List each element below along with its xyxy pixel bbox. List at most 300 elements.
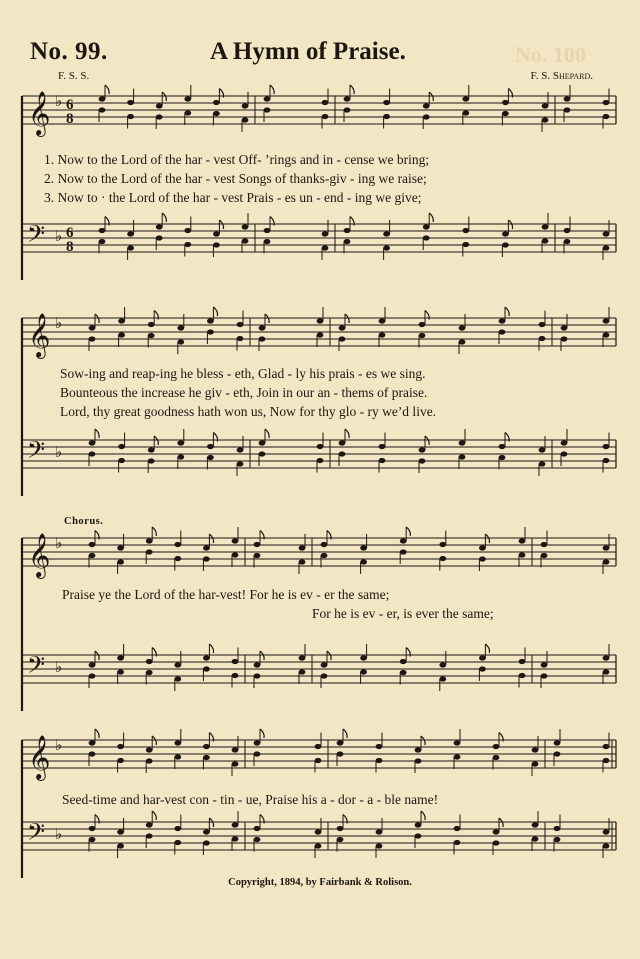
note-head: [415, 833, 422, 838]
note-head: [207, 455, 214, 460]
note-head: [376, 744, 383, 749]
note-flag: [505, 307, 509, 316]
note-head: [184, 228, 191, 233]
note-head: [462, 96, 469, 101]
note-head: [148, 333, 155, 338]
lyric-line-chorus-main: Praise ye the Lord of the har-vest! For he is ev - er the same;: [62, 587, 390, 602]
note-head: [232, 822, 239, 827]
note-head: [541, 662, 548, 667]
note-head: [232, 552, 239, 557]
note-head: [118, 332, 125, 337]
note-head: [479, 545, 486, 550]
note-head: [493, 829, 500, 834]
note-head: [564, 239, 571, 244]
note-head: [379, 444, 386, 449]
note-head: [376, 843, 383, 848]
note-head: [415, 747, 422, 752]
note-head: [439, 556, 446, 561]
note-head: [315, 744, 322, 749]
note-head: [423, 235, 430, 240]
note-head: [454, 754, 461, 759]
note-head: [519, 552, 526, 557]
note-head: [554, 826, 561, 831]
note-head: [254, 673, 261, 678]
note-head: [117, 559, 124, 564]
note-head: [383, 100, 390, 105]
note-head: [89, 751, 96, 756]
note-head: [603, 245, 610, 250]
note-head: [339, 336, 346, 341]
treble-clef-icon: 𝄞: [28, 533, 51, 577]
note-head: [242, 224, 249, 229]
note-head: [542, 103, 549, 108]
note-head: [177, 454, 184, 459]
lyric-line-verse-3: Lord, thy great goodness hath won us, Now for thy glo - ry we’d live.: [60, 404, 437, 419]
note-head: [264, 228, 271, 233]
note-head: [379, 318, 386, 323]
note-head: [564, 107, 571, 112]
note-head: [502, 231, 509, 236]
note-head: [177, 440, 184, 445]
note-head: [479, 556, 486, 561]
note-head: [603, 545, 610, 550]
note-flag: [152, 811, 156, 820]
note-head: [499, 455, 506, 460]
note-head: [254, 662, 261, 667]
note-head: [322, 245, 329, 250]
note-head: [254, 553, 261, 558]
note-head: [203, 545, 210, 550]
note-flag: [209, 644, 213, 653]
note-head: [117, 655, 124, 660]
note-head: [148, 447, 155, 452]
note-head: [174, 740, 181, 745]
note-head: [99, 96, 106, 101]
note-head: [317, 458, 324, 463]
note-head: [259, 440, 266, 445]
note-head: [299, 669, 306, 674]
note-head: [493, 840, 500, 845]
time-signature-bottom: 8: [66, 239, 74, 255]
note-head: [459, 325, 466, 330]
note-head: [532, 822, 539, 827]
note-head: [127, 231, 134, 236]
note-head: [156, 103, 163, 108]
note-head: [400, 670, 407, 675]
flat-icon: ♭: [55, 92, 63, 110]
note-head: [462, 242, 469, 247]
note-head: [554, 740, 561, 745]
note-head: [502, 242, 509, 247]
note-flag: [265, 429, 269, 438]
note-flag: [152, 527, 156, 536]
note-head: [383, 114, 390, 119]
note-head: [315, 843, 322, 848]
note-head: [541, 673, 548, 678]
note-head: [117, 758, 124, 763]
note-head: [603, 843, 610, 848]
note-head: [415, 758, 422, 763]
note-head: [242, 117, 249, 122]
note-head: [337, 740, 344, 745]
note-head: [264, 107, 271, 112]
lyrics-system-3: [62, 585, 494, 623]
note-head: [174, 840, 181, 845]
note-head: [439, 542, 446, 547]
note-head: [337, 826, 344, 831]
note-head: [213, 242, 220, 247]
note-head: [89, 740, 96, 745]
note-head: [117, 545, 124, 550]
note-head: [379, 332, 386, 337]
lyrics-system-2: [60, 364, 436, 421]
note-head: [423, 103, 430, 108]
note-head: [564, 228, 571, 233]
note-head: [232, 747, 239, 752]
note-head: [237, 461, 244, 466]
note-head: [89, 451, 96, 456]
note-head: [254, 837, 261, 842]
note-head: [344, 107, 351, 112]
note-head: [146, 758, 153, 763]
note-head: [156, 224, 163, 229]
treble-clef-icon: 𝄞: [28, 735, 51, 779]
flat-icon: ♭: [55, 443, 63, 461]
note-head: [118, 318, 125, 323]
note-head: [146, 549, 153, 554]
time-signature-bottom: 8: [66, 111, 74, 127]
note-flag: [485, 644, 489, 653]
chorus-label: Chorus.: [64, 516, 104, 527]
note-head: [379, 458, 386, 463]
note-head: [459, 339, 466, 344]
note-head: [317, 444, 324, 449]
note-head: [541, 542, 548, 547]
note-head: [321, 673, 328, 678]
note-head: [415, 822, 422, 827]
lyric-line-verse-2: 2. Now to the Lord of the har - vest Songs of thanks-giv - ing we raise;: [44, 171, 427, 186]
bass-clef-icon: 𝄢: [27, 436, 46, 469]
note-head: [383, 245, 390, 250]
copyright: Copyright, 1894, by Fairbank & Rolison.: [228, 877, 412, 888]
note-head: [237, 447, 244, 452]
note-head: [360, 669, 367, 674]
note-head: [203, 744, 210, 749]
note-head: [344, 239, 351, 244]
note-head: [259, 336, 266, 341]
time-signature-top: 6: [66, 97, 74, 113]
note-head: [118, 444, 125, 449]
note-flag: [105, 85, 109, 94]
note-flag: [345, 429, 349, 438]
note-head: [203, 829, 210, 834]
note-head: [423, 114, 430, 119]
note-head: [603, 669, 610, 674]
note-head: [156, 114, 163, 119]
note-head: [203, 840, 210, 845]
note-head: [419, 322, 426, 327]
note-head: [541, 553, 548, 558]
note-head: [462, 228, 469, 233]
note-head: [213, 100, 220, 105]
note-flag: [270, 85, 274, 94]
note-head: [542, 238, 549, 243]
flat-icon: ♭: [55, 736, 63, 754]
note-head: [146, 659, 153, 664]
note-head: [237, 322, 244, 327]
note-head: [237, 336, 244, 341]
note-head: [184, 96, 191, 101]
note-head: [146, 538, 153, 543]
note-head: [148, 322, 155, 327]
note-flag: [260, 729, 264, 738]
note-head: [317, 332, 324, 337]
note-head: [177, 339, 184, 344]
lyric-line-verse-3: 3. Now to · the Lord of the har - vest Prais - es un - end - ing we give;: [44, 190, 422, 205]
note-head: [203, 655, 210, 660]
note-head: [454, 826, 461, 831]
note-head: [603, 444, 610, 449]
note-head: [264, 96, 271, 101]
note-head: [213, 231, 220, 236]
flat-icon: ♭: [55, 825, 63, 843]
note-head: [454, 740, 461, 745]
note-head: [232, 761, 239, 766]
flat-icon: ♭: [55, 658, 63, 676]
note-head: [532, 747, 539, 752]
note-head: [127, 245, 134, 250]
note-head: [174, 662, 181, 667]
note-head: [207, 318, 214, 323]
note-head: [400, 659, 407, 664]
note-head: [360, 559, 367, 564]
note-head: [462, 110, 469, 115]
note-head: [299, 545, 306, 550]
bass-clef-icon: 𝄢: [27, 651, 46, 684]
note-head: [89, 336, 96, 341]
note-head: [532, 761, 539, 766]
note-head: [89, 325, 96, 330]
note-head: [542, 224, 549, 229]
note-head: [174, 826, 181, 831]
note-head: [89, 553, 96, 558]
note-head: [603, 100, 610, 105]
note-head: [203, 666, 210, 671]
note-head: [423, 224, 430, 229]
note-head: [254, 740, 261, 745]
note-head: [539, 336, 546, 341]
note-head: [493, 744, 500, 749]
note-head: [89, 440, 96, 445]
note-head: [499, 318, 506, 323]
note-head: [439, 676, 446, 681]
note-head: [299, 655, 306, 660]
note-flag: [421, 811, 425, 820]
note-head: [439, 662, 446, 667]
note-head: [603, 758, 610, 763]
flat-icon: ♭: [55, 534, 63, 552]
note-head: [118, 458, 125, 463]
note-head: [99, 239, 106, 244]
note-head: [232, 673, 239, 678]
bleed-through-text: No. 100: [515, 42, 586, 67]
note-head: [603, 829, 610, 834]
note-head: [554, 751, 561, 756]
note-head: [89, 673, 96, 678]
note-head: [315, 829, 322, 834]
note-head: [376, 758, 383, 763]
note-head: [564, 96, 571, 101]
flat-icon: ♭: [55, 227, 63, 245]
note-head: [177, 325, 184, 330]
note-head: [117, 829, 124, 834]
note-head: [117, 843, 124, 848]
note-head: [117, 744, 124, 749]
note-head: [89, 662, 96, 667]
note-head: [321, 542, 328, 547]
note-head: [337, 837, 344, 842]
note-head: [146, 822, 153, 827]
note-head: [603, 318, 610, 323]
lyrics-system-4: [62, 790, 438, 809]
lyric-line-verse-1: Sow-ing and reap-ing he bless - eth, Glad - ly his prais - es we sing.: [60, 366, 426, 381]
note-head: [603, 458, 610, 463]
note-head: [232, 836, 239, 841]
note-flag: [162, 213, 166, 222]
note-flag: [429, 213, 433, 222]
note-head: [321, 662, 328, 667]
note-head: [146, 747, 153, 752]
note-head: [539, 322, 546, 327]
flat-icon: ♭: [55, 314, 63, 332]
note-head: [554, 837, 561, 842]
note-head: [459, 454, 466, 459]
note-flag: [95, 429, 99, 438]
note-head: [339, 451, 346, 456]
hymn-title: A Hymn of Praise.: [210, 38, 406, 65]
treble-clef-icon: 𝄞: [28, 91, 51, 135]
note-head: [459, 440, 466, 445]
note-head: [400, 538, 407, 543]
lyric-line-verse-2: Bounteous the increase he giv - eth, Join in our an - thems of praise.: [60, 385, 428, 400]
note-head: [344, 228, 351, 233]
note-head: [561, 336, 568, 341]
note-head: [89, 542, 96, 547]
note-head: [479, 666, 486, 671]
note-flag: [343, 729, 347, 738]
note-head: [127, 100, 134, 105]
note-head: [603, 114, 610, 119]
note-head: [360, 655, 367, 660]
note-flag: [350, 85, 354, 94]
note-flag: [406, 527, 410, 536]
note-head: [519, 659, 526, 664]
bass-clef-icon: 𝄢: [27, 220, 46, 253]
note-head: [479, 655, 486, 660]
note-head: [603, 332, 610, 337]
note-head: [117, 669, 124, 674]
note-head: [539, 447, 546, 452]
note-head: [99, 107, 106, 112]
note-head: [264, 239, 271, 244]
note-head: [339, 440, 346, 445]
note-head: [174, 676, 181, 681]
note-head: [561, 325, 568, 330]
note-head: [419, 447, 426, 452]
note-head: [603, 655, 610, 660]
note-head: [539, 461, 546, 466]
note-head: [254, 542, 261, 547]
note-head: [254, 751, 261, 756]
note-head: [519, 538, 526, 543]
note-head: [344, 96, 351, 101]
note-head: [213, 111, 220, 116]
note-head: [89, 837, 96, 842]
note-head: [322, 114, 329, 119]
note-head: [542, 117, 549, 122]
note-flag: [95, 729, 99, 738]
note-head: [603, 559, 610, 564]
note-head: [146, 833, 153, 838]
bass-clef-icon: 𝄢: [27, 818, 46, 851]
note-head: [146, 670, 153, 675]
note-head: [259, 451, 266, 456]
note-head: [232, 659, 239, 664]
note-head: [232, 538, 239, 543]
note-head: [322, 231, 329, 236]
note-head: [561, 440, 568, 445]
note-head: [502, 111, 509, 116]
note-head: [127, 114, 134, 119]
note-head: [203, 556, 210, 561]
treble-clef-icon: 𝄞: [28, 313, 51, 357]
words-credit: F. S. S.: [58, 70, 90, 82]
note-head: [339, 325, 346, 330]
note-head: [419, 333, 426, 338]
note-head: [184, 110, 191, 115]
note-head: [174, 556, 181, 561]
note-head: [454, 840, 461, 845]
time-signature-top: 6: [66, 225, 74, 241]
note-head: [499, 444, 506, 449]
note-flag: [213, 307, 217, 316]
note-head: [99, 228, 106, 233]
note-head: [603, 744, 610, 749]
note-head: [360, 545, 367, 550]
note-head: [148, 458, 155, 463]
note-head: [337, 751, 344, 756]
note-head: [156, 235, 163, 240]
note-head: [89, 826, 96, 831]
note-head: [419, 458, 426, 463]
lyric-line-verse-1: 1. Now to the Lord of the har - vest Off- ’rings and in - cense we bring;: [44, 152, 430, 167]
note-head: [174, 754, 181, 759]
note-head: [317, 318, 324, 323]
note-head: [493, 755, 500, 760]
note-head: [184, 242, 191, 247]
lyrics-system-1: [44, 150, 429, 207]
note-head: [259, 325, 266, 330]
note-head: [242, 238, 249, 243]
note-head: [519, 673, 526, 678]
note-head: [242, 103, 249, 108]
note-head: [207, 329, 214, 334]
note-head: [322, 100, 329, 105]
note-head: [603, 231, 610, 236]
hymn-number: No. 99.: [30, 38, 108, 65]
note-head: [532, 836, 539, 841]
note-head: [376, 829, 383, 834]
